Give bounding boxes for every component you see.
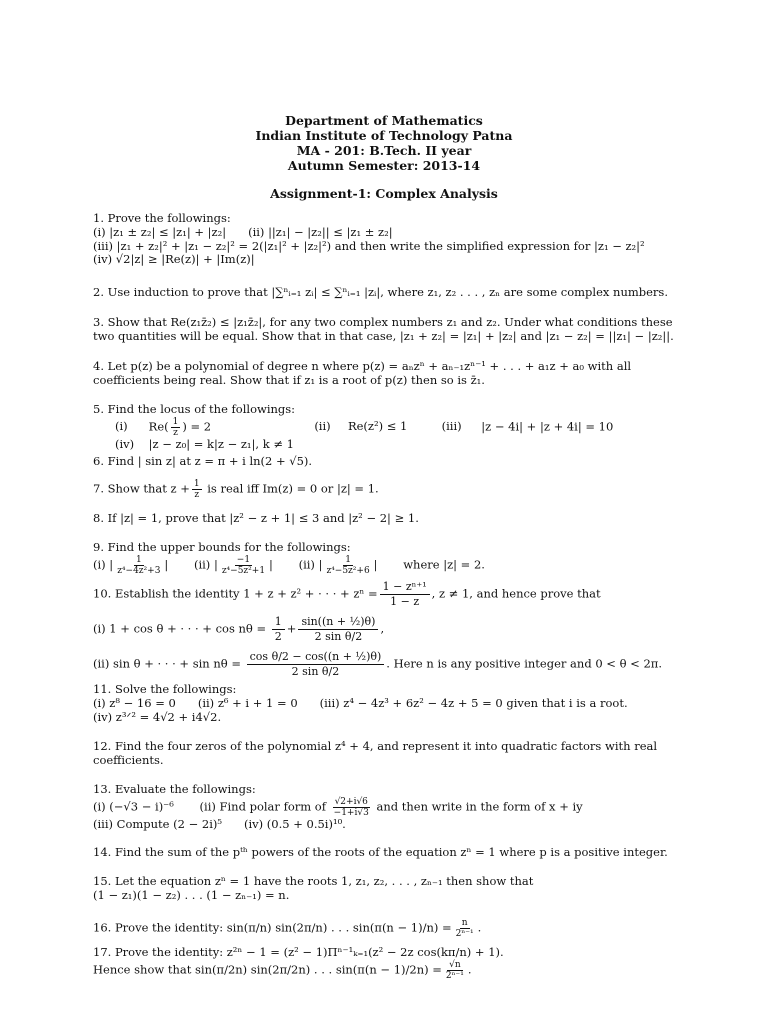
- problem-13-intro: 13. Evaluate the followings:: [93, 782, 256, 796]
- problem-17-line-1: 17. Prove the identity: z²ⁿ − 1 = (z² − 1)Πⁿ⁻¹ₖ₌₁(z² − 2z cos(kπ/n) + 1).: [93, 945, 504, 959]
- problem-14-text: 14. Find the sum of the pᵗʰ powers of the roots of the equation zⁿ = 1 where p is a positive integer.: [93, 845, 668, 859]
- header-semester: Autumn Semester: 2013-14: [287, 158, 481, 173]
- problem-4-text: 4. Let p(z) be a polynomial of degree n where p(z) = aₙzⁿ + aₙ₋₁zⁿ⁻¹ + . . . + a₁z + a₀ with all coefficients being real. Show that if z₁ is a root of p(z) then so is z̄₁.: [93, 359, 632, 387]
- problem-12: [93, 740, 683, 768]
- problem-11-parts-i-iii: [93, 697, 683, 711]
- problem-5-row-2: [93, 438, 683, 452]
- problem-8-text: 8. If |z| = 1, prove that |z² − z + 1| ≤ 3 and |z² − 2| ≥ 1.: [93, 511, 419, 525]
- problem-1-intro: 1. Prove the followings:: [93, 211, 231, 225]
- fraction: $\frac{\text{1 − zⁿ⁺¹}}{1 - z}$: [380, 580, 430, 609]
- problem-11-intro: 11. Solve the followings:: [93, 682, 237, 696]
- fraction: $\frac{\text{sin((n + ½)θ)}}{\text{2 sin θ/2}}$: [298, 615, 378, 644]
- problem-10-part-ii: (ii) sin θ + · · · + sin nθ = $\frac{\text{cos θ/2 − cos((n + ½)θ)}}{\text{2 sin θ/2}}$ . Here n is any positive integer and 0 < θ < 2π.: [93, 650, 662, 678]
- problem-3-text: 3. Show that Re(z₁z̄₂) ≤ |z₁z̄₂|, for any two complex numbers z₁ and z₂. Under what conditions these two quantities will be equal. Show that in that case, |z₁ + z₂| = |z₁| + |z₂| and |z₁ − z₂| = ||z₁| − |z₂||.: [93, 315, 674, 343]
- problem-5: [93, 403, 683, 452]
- fraction: $\frac{√2+i√6}{-1+i√3}$: [333, 796, 369, 818]
- problem-10: [93, 580, 683, 679]
- problem-16: [93, 918, 683, 939]
- problem-5-part-iii: |z − 4i| + |z + 4i| = 10: [481, 419, 614, 434]
- problem-9: [93, 541, 683, 576]
- problem-10-identity: 10. Establish the identity 1 + z + z² + · · · + zⁿ = $\frac{\text{1 − zⁿ⁺¹}}{1 - z}$ , z ≠ 1, and hence prove that: [93, 580, 601, 608]
- problem-17: [93, 946, 683, 981]
- problem-1-part-i: (i) |z₁ ± z₂| ≤ |z₁| + |z₂|: [93, 224, 227, 239]
- problem-13-parts-iii-iv: [93, 818, 683, 832]
- problem-7-text: 7. Show that z + $\frac{1}{z}$ is real iff Im(z) = 0 or |z| = 1.: [93, 479, 379, 500]
- problem-10-part-i: (i) 1 + cos θ + · · · + cos nθ = $\frac{1}{2}$ + $\frac{\text{sin((n + ½)θ)}}{\text{2 sin θ/2}}$ ,: [93, 615, 385, 643]
- problem-5-row-1: [93, 417, 683, 438]
- problem-13-part-i: (i) (−√3 − i)⁻⁶: [93, 799, 174, 814]
- header-institute: Indian Institute of Technology Patna: [255, 128, 513, 143]
- problem-15-line-2: (1 − z₁)(1 − z₂) . . . (1 − zₙ₋₁) = n.: [93, 887, 290, 902]
- header-course: MA - 201: B.Tech. II year: [296, 143, 472, 158]
- fraction: $\frac{-1}{\text{z⁴−5z²+1}}$: [221, 554, 266, 576]
- problem-15: [93, 875, 683, 903]
- problem-1-part-iv: (iv) √2|z| ≥ |Re(z)| + |Im(z)|: [93, 252, 255, 267]
- problem-15-line-1: 15. Let the equation zⁿ = 1 have the roots 1, z₁, z₂, . . . , zₙ₋₁ then show that: [93, 874, 534, 888]
- problem-11-part-iii: (iii) z⁴ − 4z³ + 6z² − 4z + 5 = 0 given that i is a root.: [319, 695, 628, 710]
- fraction: $\frac{1}{2}$: [272, 615, 285, 644]
- problem-13-parts-i-ii: (i) (−√3 − i)⁻⁶ (ii) Find polar form of $\frac{√2+i√6}{-1+i√3}$ and then write in the form of x + iy: [93, 796, 583, 818]
- problem-11-part-ii: (ii) z⁶ + i + 1 = 0: [197, 695, 298, 710]
- problem-13: [93, 783, 683, 832]
- problem-13-part-iv: (iv) (0.5 + 0.5i)¹⁰.: [243, 816, 346, 831]
- problem-4: [93, 360, 683, 388]
- problem-11: [93, 683, 683, 724]
- problem-9-parts: (i) | $\frac{1}{\text{z⁴−4z²+3}}$ | (ii) | $\frac{-1}{\text{z⁴−5z²+1}}$ | (ii) | $\frac{1}{\text{z⁴−5z²+6}}$ | where |z| = 2.: [93, 554, 485, 576]
- problem-8: [93, 512, 683, 526]
- problem-2: [93, 286, 683, 300]
- problem-5-part-ii: Re(z²) ≤ 1: [347, 419, 408, 434]
- problem-5-label-iii: (iii): [441, 419, 462, 434]
- problem-12-text: 12. Find the four zeros of the polynomial z⁴ + 4, and represent it into quadratic factors with real coefficients.: [93, 739, 658, 767]
- problem-6-text: 6. Find | sin z| at z = π + i ln(2 + √5).: [93, 454, 313, 468]
- fraction: $\frac{n}{\text{2ⁿ⁻¹}}$: [455, 918, 474, 939]
- problem-5-label-iv: (iv): [115, 436, 135, 451]
- problem-1-part-ii: (ii) ||z₁| − |z₂|| ≤ |z₁ ± z₂|: [248, 224, 393, 239]
- problem-14: [93, 846, 683, 860]
- problem-5-part-i: Re( $\frac{1}{z}$ ) = 2: [148, 416, 212, 438]
- problem-9-intro: 9. Find the upper bounds for the followings:: [93, 540, 351, 554]
- problem-1-part-iii: (iii) |z₁ + z₂|² + |z₁ − z₂|² = 2(|z₁|² + |z₂|²) and then write the simplified expression for |z₁ − z₂|²: [93, 238, 645, 253]
- problem-11-part-iv: (iv) z³ᐟ² = 4√2 + i4√2.: [93, 709, 222, 724]
- problem-7: [93, 479, 683, 500]
- problem-3: [93, 316, 683, 344]
- document-header: [0, 113, 768, 173]
- fraction: $\frac{1}{z}$: [172, 416, 179, 438]
- fraction: $\frac{\text{cos θ/2 − cos((n + ½)θ)}}{\text{2 sin θ/2}}$: [247, 650, 385, 679]
- problem-11-part-i: (i) z⁸ − 16 = 0: [93, 695, 176, 710]
- fraction: $\frac{1}{\text{z⁴−4z²+3}}$: [117, 554, 161, 576]
- assignment-title: Assignment-1: Complex Analysis: [270, 186, 498, 201]
- problem-5-intro: 5. Find the locus of the followings:: [93, 402, 296, 416]
- problem-1-parts-i-ii: [93, 226, 683, 240]
- problem-16-text: 16. Prove the identity: sin(π/n) sin(2π/n) . . . sin(π(n − 1)/n) = $\frac{n}{\text{2ⁿ⁻¹}}$ .: [93, 918, 482, 939]
- fraction: $\frac{√n}{\text{2ⁿ⁻¹}}$: [445, 959, 464, 981]
- problem-5-label-i: (i): [115, 419, 128, 434]
- problem-17-line-2: Hence show that sin(π/2n) sin(2π/2n) . . . sin(π(n − 1)/2n) = $\frac{√n}{\text{2ⁿ⁻¹}}$ .: [93, 959, 472, 981]
- fraction: $\frac{1}{\text{z⁴−5z²+6}}$: [326, 554, 370, 576]
- problem-5-part-iv: |z − z₀| = k|z − z₁|, k ≠ 1: [148, 436, 294, 451]
- fraction: $\frac{1}{z}$: [193, 479, 200, 500]
- problem-13-part-iii: (iii) Compute (2 − 2i)⁵: [93, 816, 222, 831]
- header-department: Department of Mathematics: [285, 113, 483, 128]
- problem-6: [93, 455, 683, 469]
- problem-2-text: 2. Use induction to prove that |∑ⁿᵢ₌₁ zᵢ| ≤ ∑ⁿᵢ₌₁ |zᵢ|, where z₁, z₂ . . . , zₙ are some complex numbers.: [93, 285, 668, 299]
- problem-1: [93, 212, 683, 267]
- problem-5-label-ii: (ii): [314, 419, 331, 434]
